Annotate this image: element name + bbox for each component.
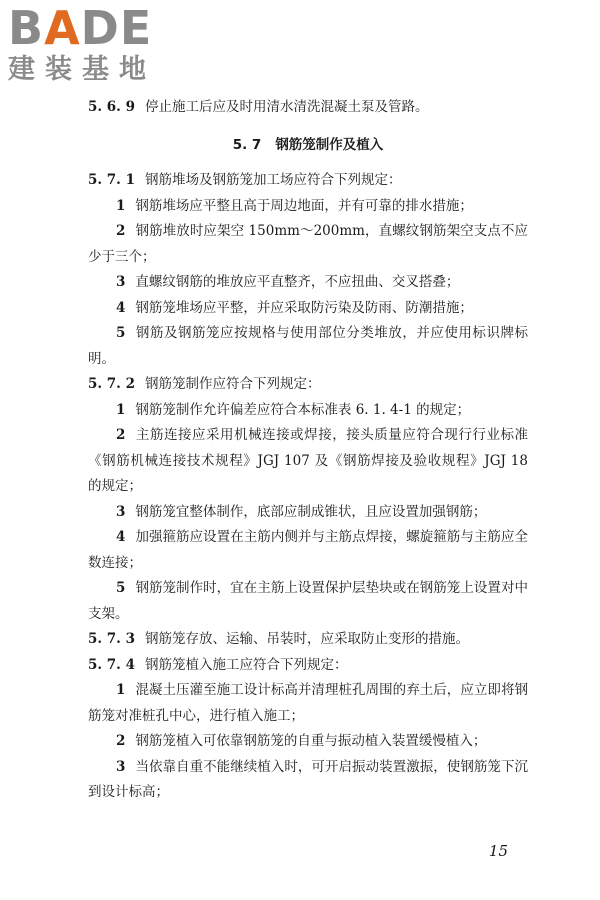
item-text: 钢筋笼宜整体制作，底部应制成锥状，且应设置加强钢筋； [135,503,487,520]
bade-logo [8,1,178,86]
item-text: 钢筋堆场应平整且高于周边地面，并有可靠的排水措施； [135,197,473,214]
clause-5-6-9 [88,95,528,121]
item-text: 钢筋笼制作时，宜在主筋上设置保护层垫块或在钢筋笼上设置对中支架。 [88,580,528,622]
clause-text: 钢筋笼植入施工应符合下列规定： [144,656,348,673]
item-text: 钢筋堆放时应架空 150mm～200mm，直螺纹钢筋架空支点不应少于三个； [88,223,528,265]
list-item [88,219,528,270]
item-number: 4 [116,299,126,316]
list-item [88,398,528,424]
clause-text: 钢筋笼存放、运输、吊装时，应采取防止变形的措施。 [144,631,469,647]
list-item [88,525,528,576]
item-number: 4 [116,529,126,545]
item-number: 3 [116,274,126,290]
item-text: 加强箍筋应设置在主筋内侧并与主筋点焊接，螺旋箍筋与主筋应全数连接； [88,529,528,571]
page-number: 15 [488,842,508,860]
item-number: 1 [116,682,126,698]
clause-number: 5. 6. 9 [88,99,135,115]
clause-text: 钢筋笼制作应符合下列规定： [144,376,321,392]
item-number: 3 [116,503,126,520]
item-number: 3 [116,758,126,775]
item-text: 钢筋及钢筋笼应按规格与使用部位分类堆放，并应使用标识牌标明。 [88,325,528,367]
list-item [88,755,528,806]
item-number: 2 [116,733,126,749]
item-text: 混凝土压灌至施工设计标高并清理桩孔周围的弃土后，应立即将钢筋笼对准桩孔中心，进行植入施工； [88,682,528,724]
item-number: 1 [116,197,126,214]
clause-number: 5. 7. 4 [88,656,135,673]
item-text: 当依靠自重不能继续植入时，可开启振动装置激振，使钢筋笼下沉到设计标高； [88,758,528,800]
list-item [88,500,528,526]
item-number: 1 [116,401,126,418]
clause-number: 5. 7. 2 [88,376,135,392]
document-body [88,95,528,806]
clause-5-7-4 [88,653,528,679]
clause-5-7-1 [88,168,528,194]
item-text: 钢筋笼堆场应平整，并应采取防污染及防雨、防潮措施； [135,299,473,316]
item-text: 直螺纹钢筋的堆放应平直整齐，不应扭曲、交叉搭叠； [135,274,460,290]
section-title: 钢筋笼制作及植入 [275,136,384,153]
section-number: 5. 7 [232,136,262,153]
logo-subtitle: 建装基地 [8,54,156,85]
list-item [88,321,528,372]
item-text: 钢筋笼制作允许偏差应符合本标准表 6. 1. 4-1 的规定； [135,401,471,418]
clause-5-7-2 [88,372,528,398]
logo-wordmark: BADE [8,1,153,55]
clause-text: 钢筋堆场及钢筋笼加工场应符合下列规定： [144,172,402,188]
clause-number: 5. 7. 1 [88,172,135,188]
section-heading [88,133,528,159]
item-number: 2 [116,223,126,239]
item-number: 5 [116,325,126,341]
list-item [88,296,528,322]
clause-number: 5. 7. 3 [88,631,135,647]
list-item [88,576,528,627]
list-item [88,194,528,220]
item-text: 钢筋笼植入可依靠钢筋笼的自重与振动植入装置缓慢植入； [135,733,487,749]
item-text: 主筋连接应采用机械连接或焊接，接头质量应符合现行行业标准《钢筋机械连接技术规程》JGJ 107 及《钢筋焊接及验收规程》JGJ 18 的规定； [88,427,528,494]
list-item [88,729,528,755]
clause-text: 停止施工后应及时用清水清洗混凝土泵及管路。 [144,99,429,115]
item-number: 2 [116,427,126,443]
list-item [88,423,528,500]
list-item [88,678,528,729]
item-number: 5 [116,580,126,596]
clause-5-7-3 [88,627,528,653]
list-item [88,270,528,296]
